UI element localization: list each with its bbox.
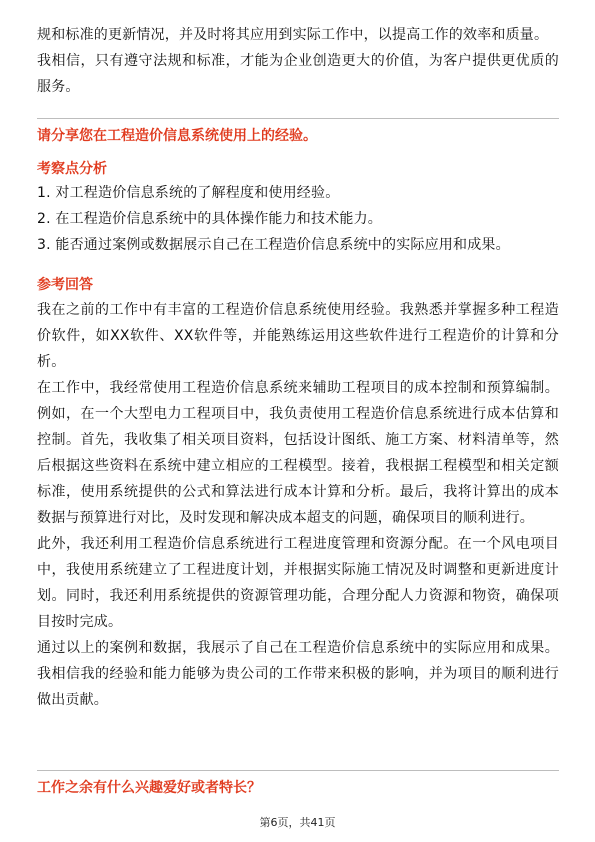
answer-body [37, 297, 559, 713]
analysis-item: 2. 在工程造价信息系统中的具体操作能力和技术能力。 [37, 211, 383, 227]
answer-paragraph: 我在之前的工作中有丰富的工程造价信息系统使用经验。我熟悉并掌握多种工程造价软件，如XX软件、XX软件等，并能熟练运用这些软件进行工程造价的计算和分析。 [37, 302, 559, 370]
question-title: 请分享您在工程造价信息系统使用上的经验。 [37, 128, 317, 144]
answer-paragraph: 在工作中，我经常使用工程造价信息系统来辅助工程项目的成本控制和预算编制。例如，在一个大型电力工程项目中，我负责使用工程造价信息系统进行成本估算和控制。首先，我收集了相关项目资料，包括设计图纸、施工方案、材料清单等，然后根据这些资料在系统中建立相应的工程模型。接着，我根据工程模型和相关定额标准，使用系统提供的公式和算法进行成本计算和分析。最后，我将计算出的成本数据与预算进行对比，及时发现和解决成本超支的问题，确保项目的顺利进行。 [37, 380, 559, 526]
question-title: 工作之余有什么兴趣爱好或者特长？ [37, 780, 261, 796]
analysis-item: 1. 对工程造价信息系统的了解程度和使用经验。 [37, 185, 340, 201]
section-divider [37, 770, 559, 771]
analysis-list [37, 180, 559, 258]
intro-paragraph-2: 我相信，只有遵守法规和标准，才能为企业创造更大的价值，为客户提供更优质的服务。 [37, 53, 559, 95]
intro-section [37, 22, 559, 100]
intro-paragraph-1: 规和标准的更新情况，并及时将其应用到实际工作中，以提高工作的效率和质量。 [37, 27, 549, 43]
answer-paragraph: 通过以上的案例和数据，我展示了自己在工程造价信息系统中的实际应用和成果。我相信我的经验和能力能够为贵公司的工作带来积极的影响，并为项目的顺利进行做出贡献。 [37, 640, 559, 708]
analysis-item: 3. 能否通过案例或数据展示自己在工程造价信息系统中的实际应用和成果。 [37, 237, 510, 253]
page-footer: 第6页，共41页 [259, 816, 336, 829]
answer-label: 参考回答 [37, 277, 93, 293]
analysis-label: 考察点分析 [37, 161, 107, 177]
section-divider [37, 118, 559, 119]
answer-paragraph: 此外，我还利用工程造价信息系统进行工程进度管理和资源分配。在一个风电项目中，我使用系统建立了工程进度计划，并根据实际施工情况及时调整和更新进度计划。同时，我还利用系统提供的资源管理功能，合理分配人力资源和物资，确保项目按时完成。 [37, 536, 559, 630]
